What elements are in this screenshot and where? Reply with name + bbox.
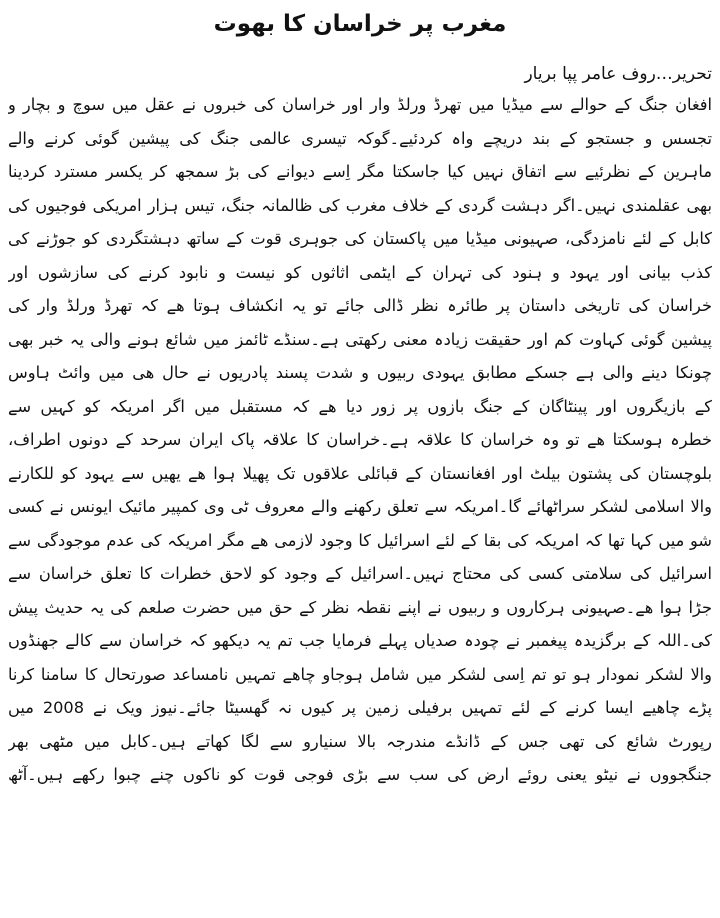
article-title: مغرب پر خراسان کا بھوت [213, 11, 507, 37]
body-line: بھی عقلمندی نہیں۔اگر دہشت گردی کے خلاف مغرب کی ظالمانہ جنگ، تیس ہزار امریکی فوجیوں کی [8, 195, 712, 215]
body-line: کابل کے لئے نامزدگی، صہیونی میڈیا میں پاکستان کی جوہری قوت کے ساتھ دہشتگردی کو جوڑنے کی [8, 229, 712, 248]
body-line: افغان جنگ کے حوالے سے میڈیا میں تھرڈ ورلڈ وار اور خراسان کی خبروں نے عقل میں سوچ و بچار و [8, 95, 712, 114]
body-line: شو میں کہا تھا کہ امریکہ کی بقا کے لئے اسرائیل کا وجود لازمی ھے مگر امریکہ کی عدم موجودگی سے [8, 530, 712, 550]
body-line: ماہرین کے نظرئیے سے اتفاق نہیں کیا جاسکتا مگر اِسے دیوانے کی بڑ سمجھ کر یکسر مسترد کردینا [8, 162, 712, 181]
body-line: کی۔اللہ کے برگزیدہ پیغمبر نے چودہ صدیاں پہلے فرمایا جب تم یہ دیکھو کہ خراسان سے کالے جھنڈوں [8, 631, 712, 650]
body-line: والا لشکر نمودار ہو تو تم اِسی لشکر میں شامل ہوجاو چاھے تمہیں نامساعد صورتحال کا سامنا کرنا [8, 664, 712, 684]
body-line: کے بازیگروں اور پینٹاگان کے جنگ بازوں پر زور دیا ھے کہ مستقبل میں اگر امریکہ کو کہیں سے [8, 396, 712, 416]
body-line: چونکا دینے والی ہے جسکے مطابق یہودی ربیوں و شدت پسند پادریوں نے حال ھی میں وائٹ ہاوس [8, 363, 712, 382]
body-line: پڑے چاھیے ایسا کرنے کے لئے تمہیں برفیلی زمین پر کیوں نہ گھسیٹا جائے۔نیوز ویک نے 2008 میں [8, 698, 712, 717]
article-body [8, 90, 712, 794]
body-line: بلوچستان کی پشتون بیلٹ اور افغانستان کے قبائلی علاقوں تک پھیلا ہوا ھے یھیں سے یہود کو للکارنے [8, 463, 712, 483]
body-line: خطرہ ہوسکتا ھے تو وہ خراسان کا علاقہ ہے۔خراسان کا علاقہ پاک ایران سرحد کے دونوں اطراف، [8, 430, 712, 449]
body-line: پیشین گوئی کہاوت کم اور حقیقت زیادہ معنی رکھتی ہے۔سنڈے ٹائمز میں شائع ہونے والی یہ خبر بھی [8, 329, 712, 349]
body-line: خراسان کی تاریخی داستان پر طائرہ نظر ڈالی جائے تو یہ انکشاف ہوتا ھے کہ تھرڈ ورلڈ وار کی [8, 296, 712, 315]
body-line: والا اسلامی لشکر سراٹھائے گا۔امریکہ سے تعلق رکھنے والے معروف ٹی وی کمپیر مائیک ایونس نے کسی [8, 497, 712, 516]
body-line: جنگجووں نے نیٹو یعنی روئے ارض کی سب سے بڑی فوجی قوت کو ناکوں چنے چبوا رکھے ہیں۔آٹھ [8, 765, 712, 784]
body-line: جڑا ہوا ھے۔صہیونی ہرکاروں و ربیوں نے اپنے نقطہ نظر کے حق میں حضرت صلعم کی یہ حدیث پیش [8, 597, 712, 617]
body-line: تجسس و جستجو کے بند دریچے واہ کردئیے۔گوکہ تیسری عالمی جنگ کی پیشین گوئی کرنے والے [8, 128, 712, 148]
body-line: کذب بیانی اور یہود و ہنود کی تہران کے ایٹمی اثاثوں کو نیست و نابود کرنے کی سازشوں اور [8, 262, 712, 282]
body-line: رپورٹ شائع کی تھی جس کے ڈانڈے مندرجہ بالا سنیارو سے لگا کھاتے ہیں۔کابل میں مٹھی بھر [8, 731, 712, 751]
body-line: اسرائیل کی سلامتی کسی کی محتاج نہیں۔اسرائیل کے وجود کو لاحق خطرات کا تعلق خراسان سے [8, 564, 712, 583]
article-byline: تحریر…روف عامر پپا بریار [524, 64, 712, 84]
